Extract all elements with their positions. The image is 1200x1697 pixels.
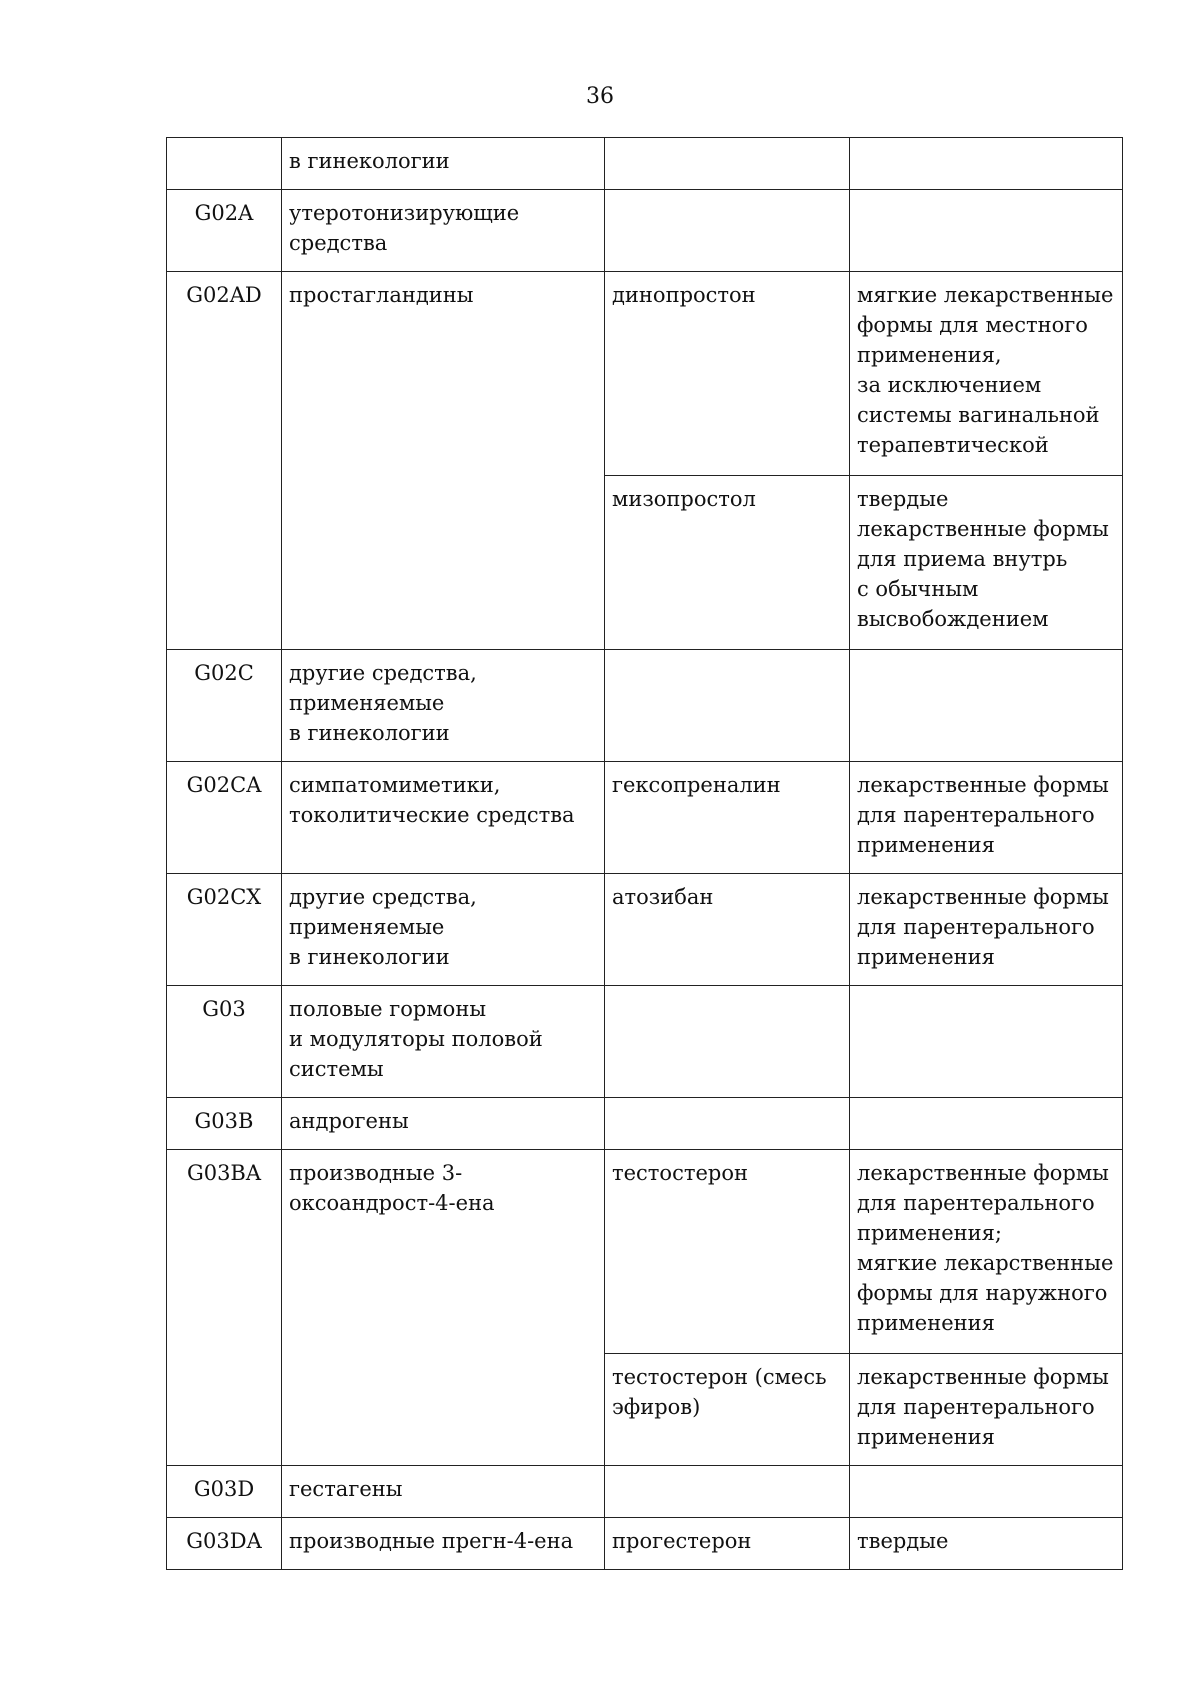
page-number: 36 — [586, 84, 614, 109]
drug-name-cell: мизопростол — [605, 476, 850, 650]
dosage-form-cell: лекарственные формы для парентерального применения — [850, 874, 1123, 986]
dosage-form-cell: твердые — [850, 1518, 1123, 1570]
atc-code-cell: G03 — [167, 986, 282, 1098]
table-row — [167, 190, 1123, 272]
table-row — [167, 1098, 1123, 1150]
pharmacological-group-cell: в гинекологии — [282, 138, 605, 190]
pharmacological-group-cell: утеротонизирующие средства — [282, 190, 605, 272]
dosage-form-cell: лекарственные формы для парентерального применения — [850, 762, 1123, 874]
drug-name-cell: динопростон — [605, 272, 850, 476]
atc-code-cell: G03D — [167, 1466, 282, 1518]
pharmacological-group-cell: половые гормоны и модуляторы половой системы — [282, 986, 605, 1098]
drug-name-cell — [605, 1466, 850, 1518]
pharmacological-group-cell: гестагены — [282, 1466, 605, 1518]
pharmacological-group-cell: другие средства, применяемые в гинекологии — [282, 874, 605, 986]
table-row — [167, 1518, 1123, 1570]
dosage-form-cell — [850, 650, 1123, 762]
dosage-form-cell: мягкие лекарственные формы для местного применения, за исключением системы вагинальной терапевтической — [850, 272, 1123, 476]
atc-code-cell: G03BA — [167, 1150, 282, 1466]
atc-code-cell: G02CX — [167, 874, 282, 986]
dosage-form-cell — [850, 1466, 1123, 1518]
dosage-form-cell — [850, 138, 1123, 190]
pharmacological-group-cell: производные прегн-4-ена — [282, 1518, 605, 1570]
dosage-form-cell: лекарственные формы для парентерального применения; мягкие лекарственные формы для наружного применения — [850, 1150, 1123, 1354]
pharmacological-group-cell: симпатомиметики, токолитические средства — [282, 762, 605, 874]
table-row — [167, 874, 1123, 986]
atc-code-cell: G02A — [167, 190, 282, 272]
table-row — [167, 1466, 1123, 1518]
atc-code-cell: G03B — [167, 1098, 282, 1150]
atc-code-cell — [167, 138, 282, 190]
atc-code-cell: G02CA — [167, 762, 282, 874]
drug-name-cell — [605, 190, 850, 272]
dosage-form-cell — [850, 1098, 1123, 1150]
drug-name-cell — [605, 138, 850, 190]
table-row — [167, 986, 1123, 1098]
atc-code-cell: G02AD — [167, 272, 282, 650]
dosage-form-cell: твердые лекарственные формы для приема внутрь с обычным высвобождением — [850, 476, 1123, 650]
drug-name-cell — [605, 986, 850, 1098]
drug-name-cell: тестостерон — [605, 1150, 850, 1354]
table-row — [167, 272, 1123, 476]
dosage-form-cell — [850, 986, 1123, 1098]
table-row — [167, 762, 1123, 874]
dosage-form-cell: лекарственные формы для парентерального применения — [850, 1354, 1123, 1466]
table-row — [167, 138, 1123, 190]
atc-code-cell: G03DA — [167, 1518, 282, 1570]
pharmacological-group-cell: производные 3- оксоандрост-4-ена — [282, 1150, 605, 1466]
drug-name-cell: гексопреналин — [605, 762, 850, 874]
dosage-form-cell — [850, 190, 1123, 272]
drug-classification-table — [166, 137, 1123, 1570]
drug-name-cell — [605, 650, 850, 762]
drug-name-cell — [605, 1098, 850, 1150]
pharmacological-group-cell: простагландины — [282, 272, 605, 650]
pharmacological-group-cell: андрогены — [282, 1098, 605, 1150]
drug-name-cell: прогестерон — [605, 1518, 850, 1570]
pharmacological-group-cell: другие средства, применяемые в гинекологии — [282, 650, 605, 762]
table-row — [167, 650, 1123, 762]
atc-code-cell: G02C — [167, 650, 282, 762]
drug-name-cell: тестостерон (смесь эфиров) — [605, 1354, 850, 1466]
table-row — [167, 1150, 1123, 1354]
drug-name-cell: атозибан — [605, 874, 850, 986]
